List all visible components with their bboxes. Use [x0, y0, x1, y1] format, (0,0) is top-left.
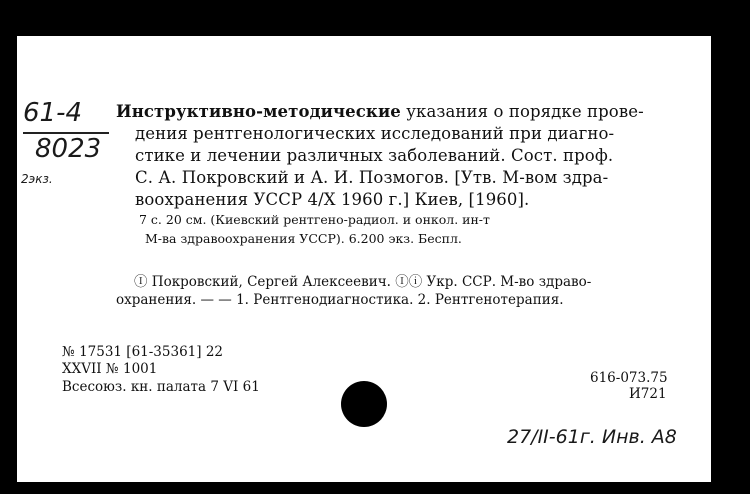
- entry-title-bold: Инструктивно-методические: [116, 102, 401, 121]
- card-punch-hole: [341, 381, 387, 427]
- registry-line-2: XXVII № 1001: [62, 361, 158, 377]
- entry-line-7: М-ва здравоохранения УССР). 6.200 экз. Беспл.: [145, 231, 462, 246]
- handwritten-note: 2экз.: [21, 172, 53, 186]
- entry-line-1: [116, 102, 644, 121]
- handwritten-call-top: 61-4: [23, 98, 83, 128]
- entry-line-5: воохранения УССР 4/X 1960 г.] Киев, [1960].: [135, 190, 530, 209]
- entry-line-2: дения рентгенологических исследований при диагно-: [135, 124, 615, 143]
- registry-line-3: Всесоюз. кн. палата 7 VI 61: [62, 379, 260, 395]
- classification-code: И721: [629, 386, 667, 402]
- subjects-line-2: охранения. — — 1. Рентгенодиагностика. 2. Рентгенотерапия.: [116, 292, 564, 308]
- registry-line-1: № 17531 [61-35361] 22: [62, 344, 223, 360]
- handwritten-date-inventory: 27/II-61г. Инв. А8: [507, 426, 677, 448]
- subjects-line-1: Ⓘ Покровский, Сергей Алексеевич. Ⓘⓘ Укр. ССР. М-во здраво-: [134, 274, 592, 290]
- entry-line-3: стике и лечении различных заболеваний. Сост. проф.: [135, 146, 614, 165]
- entry-line-6: 7 с. 20 см. (Киевский рентгено-радиол. и онкол. ин-т: [139, 212, 490, 227]
- handwritten-call-bottom: 8023: [35, 134, 102, 164]
- entry-line-4: С. А. Покровский и А. И. Позмогов. [Утв. М-вом здра-: [135, 168, 609, 187]
- entry-line-1-rest: указания о порядке прове-: [400, 102, 644, 121]
- udc-code: 616-073.75: [590, 370, 668, 386]
